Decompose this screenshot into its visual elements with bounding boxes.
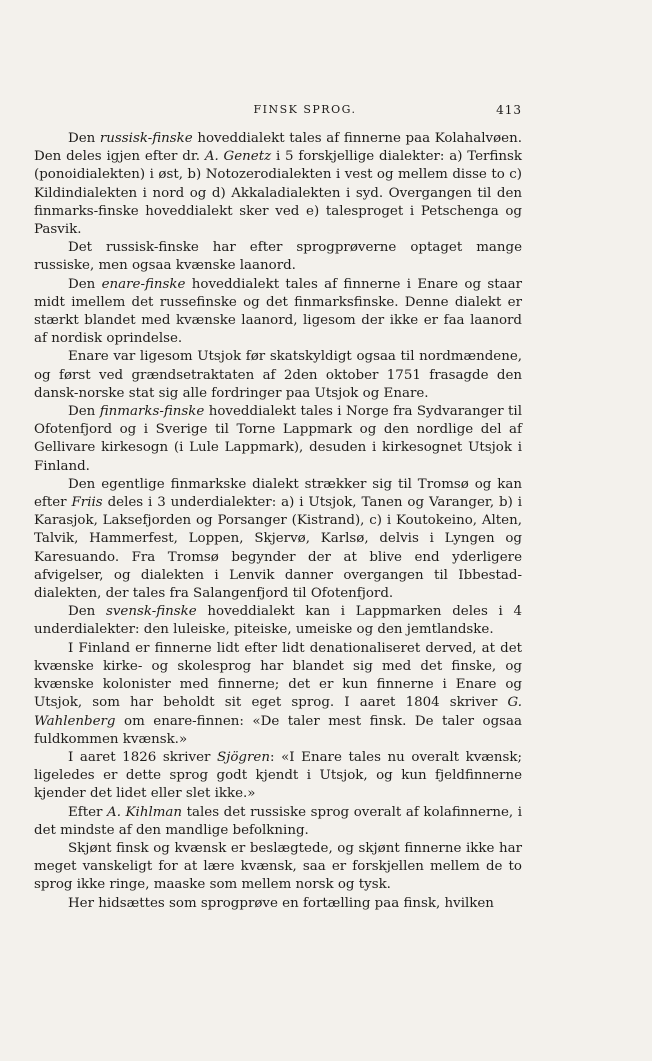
text-run: : «I Enare tales nu overalt kvænsk; ligeledes er dette sprog godt kjendt i Utsjok, og kun fjeldfinnerne kjender det lidet eller slet ikke.»: [34, 749, 522, 802]
italic-term: G. Wahlenberg: [34, 695, 522, 729]
text-run: Enare var ligesom Utsjok før skatskyldigt ogsaa til nordmændene, og først ved grændsetraktaten af 2den oktober 1751 frasagde den dansk-norske stat sig alle fordringer paa Utsjok og Enare.: [34, 349, 522, 401]
text-run: Den: [68, 131, 100, 146]
paragraph: [34, 239, 522, 275]
text-run: Skjønt finsk og kvænsk er beslægtede, og skjønt finnerne ikke har meget vanskeligt for at lære kvænsk, saa er forskjellen mellem de to sprog ikke ringe, maaske som mellem norsk og tysk.: [34, 840, 522, 893]
paragraph: [34, 640, 522, 749]
italic-term: Sjögren: [217, 749, 270, 765]
paragraph: [34, 130, 522, 239]
italic-term: enare-finske: [101, 276, 186, 292]
body-text: [34, 130, 522, 913]
page-number: 413: [496, 103, 522, 117]
italic-term: A. Genetz: [204, 149, 272, 165]
text-run: Den egentlige finmarkske dialekt strækker sig til Tromsø og kan efter: [34, 476, 522, 511]
text-run: Her hidsættes som sprogprøve en fortælling paa finsk, hvilken: [68, 895, 494, 911]
paragraph: [34, 895, 522, 913]
text-run: Det russisk-finske har efter sprogprøverne optaget mange russiske, men ogsaa kvænske laanord.: [34, 240, 522, 274]
paragraph: [34, 476, 522, 603]
text-run: om enare-finnen: «De taler mest finsk. De taler ogsaa fuldkommen kvænsk.»: [34, 713, 522, 747]
paragraph: [34, 840, 522, 895]
text-run: Den: [68, 404, 100, 420]
italic-term: svensk-finske: [105, 604, 197, 620]
italic-term: russisk-finske: [99, 131, 193, 146]
text-run: i 5 forskjellige dialekter: a) Terfinsk (ponoidialekten) i øst, b) Notozerodialekten i vest og mellem disse to c) Kildindialekten i nord og d) Akkaladialekten i syd. Overgangen til den finmarks-finske hoveddialekt sker ved e) talesproget i Petschenga og Pasvik.: [34, 149, 522, 238]
italic-term: Friis: [71, 495, 103, 511]
text-run: hoveddialekt kan i Lappmarken deles i 4 underdialekter: den luleiske, piteiske, umeiske og den jemtlandske.: [34, 604, 522, 638]
paragraph: [34, 348, 522, 403]
italic-term: A. Kihlman: [107, 804, 183, 820]
text-run: deles i 3 underdialekter: a) i Utsjok, Tanen og Varanger, b) i Karasjok, Laksefjorden og Porsanger (Kistrand), c) i Koutokeino, Alten, Talvik, Hammerfest, Loppen, Skjervø, Karlsø, delvis i Lyngen og Karesuando. Fra Tromsø begynder der at blive end yderligere afvigelser, og dialekten i Lenvik danner overgangen til Ibbestad-dialekten, der tales fra Salangenfjord til Ofotenfjord.: [34, 495, 522, 602]
text-run: Den: [68, 276, 102, 292]
text-run: I Finland er finnerne lidt efter lidt denationaliseret derved, at det kvænske kirke- og skolesprog har blandet sig med det finske, og kvænske kolonister med finnerne; det er kun finnerne i Enare og Utsjok, som har beholdt sit eget sprog. I aaret 1804 skriver: [34, 640, 522, 711]
page-header: [88, 103, 522, 123]
italic-term: finmarks-finske: [99, 404, 205, 420]
paragraph: [34, 804, 522, 840]
paragraph: [34, 603, 522, 639]
text-run: I aaret 1826 skriver: [68, 749, 218, 765]
text-run: hoveddialekt tales af finnerne paa Kolahalvøen. Den deles igjen efter dr.: [34, 131, 522, 165]
text-run: hoveddialekt tales i Norge fra Sydvaranger til Ofotenfjord og i Sverige til Torne Lappmark og den nordlige del af Gellivare kirkesogn (i Lule Lappmark), desuden i kirkesognet Utsjok i Finland.: [34, 404, 522, 474]
text-run: tales det russiske sprog overalt af kolafinnerne, i det mindste af den mandlige befolkning.: [34, 804, 523, 838]
paragraph: [34, 749, 522, 804]
paragraph: [34, 276, 522, 349]
text-run: Efter: [68, 804, 108, 820]
paragraph: [34, 403, 522, 476]
text-run: hoveddialekt tales af finnerne i Enare og staar midt imellem det russefinske og det finmarksfinske. Denne dialekt er stærkt blandet med kvænske laanord, ligesom der ikke er faa laanord af nordisk oprindelse.: [34, 276, 522, 347]
running-title: FINSK SPROG.: [253, 103, 357, 116]
text-run: Den: [68, 604, 106, 620]
